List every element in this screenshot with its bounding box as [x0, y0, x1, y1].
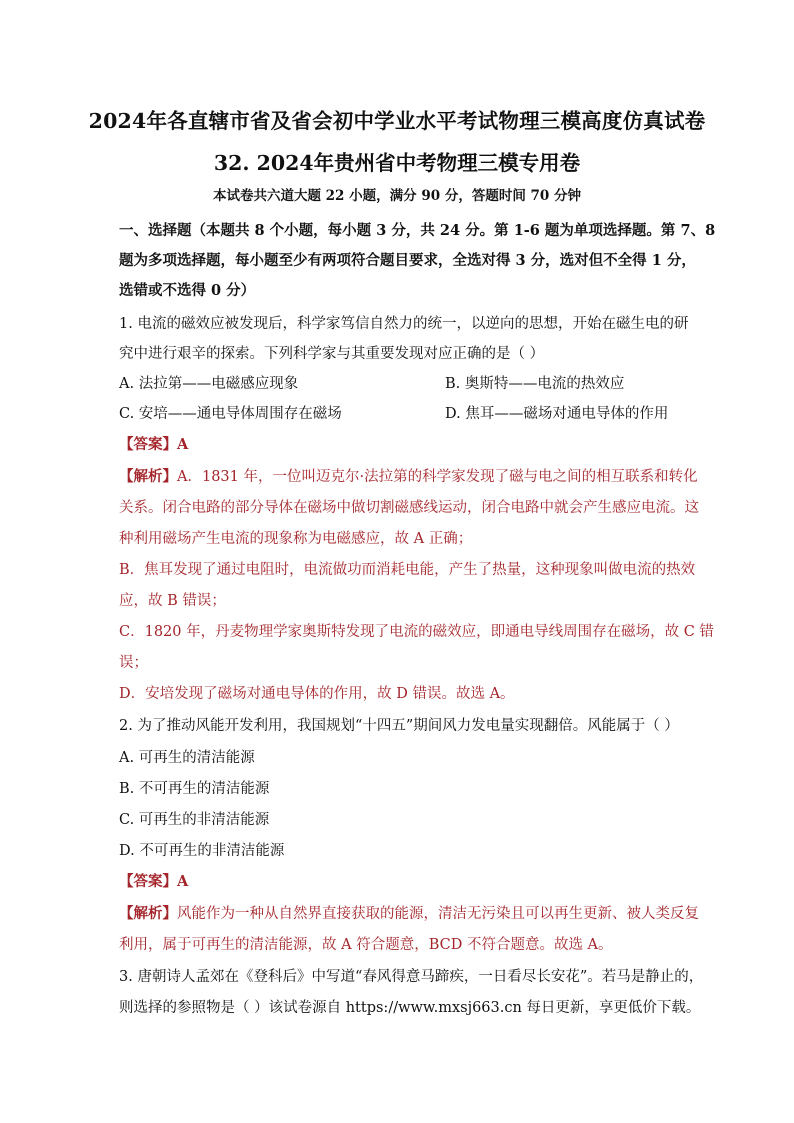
q1-analysis-line-8: D．安培发现了磁场对通电导体的作用，故 D 错误。故选 A。 [119, 686, 515, 702]
q2-option-a: A. 可再生的清洁能源 [119, 750, 255, 766]
q2-analysis-line-2: 利用，属于可再生的清洁能源，故 A 符合题意，BCD 不符合题意。故选 A。 [119, 937, 613, 953]
q1-analysis-line-2: 关系。闭合电路的部分导体在磁场中做切割磁感线运动，闭合电路中就会产生感应电流。这 [119, 500, 699, 516]
q1-option-b: B. 奥斯特——电流的热效应 [445, 376, 625, 392]
q1-analysis-line-3: 种利用磁场产生电流的现象称为电磁感应，故 A 正确； [119, 531, 473, 547]
section-heading-line-3: 选错或不选得 0 分） [119, 282, 256, 299]
exam-paper-title: 32. 2024年贵州省中考物理三模专用卷 [213, 151, 581, 175]
section-heading-line-1: 一、选择题（本题共 8 个小题，每小题 3 分，共 24 分。第 1-6 题为单项选择题。第 7、8 [119, 222, 716, 239]
q2-analysis-tag: 【解析】 [119, 905, 177, 922]
q1-analysis-line-7: 误； [119, 655, 148, 671]
q1-option-d: D. 焦耳——磁场对通电导体的作用 [445, 406, 669, 422]
q2-answer-tag: 【答案】 [119, 873, 177, 890]
q2-option-b: B. 不可再生的清洁能源 [119, 781, 270, 797]
q1-analysis-text: A．1831 年，一位叫迈克尔·法拉第的科学家发现了磁与电之间的相互联系和转化 [177, 469, 698, 485]
q2-answer [119, 872, 188, 892]
q2-analysis-text: 风能作为一种从自然界直接获取的能源，清洁无污染且可以再生更新、被人类反复 [177, 906, 699, 922]
q3-stem-line-1: 3. 唐朝诗人孟郊在《登科后》中写道“春风得意马蹄疾，一日看尽长安花”。若马是静止的， [119, 969, 704, 985]
q1-answer [119, 435, 188, 455]
q1-stem-line-1: 1. 电流的磁效应被发现后，科学家笃信自然力的统一，以逆向的思想，开始在磁生电的研 [119, 316, 689, 332]
q1-option-c: C. 安培——通电导体周围存在磁场 [119, 406, 342, 422]
q1-analysis-line-6: C．1820 年，丹麦物理学家奥斯特发现了电流的磁效应，即通电导线周围存在磁场，故 C 错 [119, 624, 714, 640]
q2-answer-value: A [177, 873, 189, 890]
q2-stem: 2. 为了推动风能开发利用，我国规划“十四五”期间风力发电量实现翻倍。风能属于（ ） [119, 718, 679, 734]
q1-answer-tag: 【答案】 [119, 436, 177, 453]
exam-series-title: 2024年各直辖市省及省会初中学业水平考试物理三模高度仿真试卷 [88, 109, 706, 133]
q1-analysis-line-5: 应，故 B 错误； [119, 593, 226, 609]
q2-option-d: D. 不可再生的非清洁能源 [119, 843, 285, 859]
q1-stem-line-2: 究中进行艰辛的探索。下列科学家与其重要发现对应正确的是（ ） [119, 346, 545, 362]
q1-analysis-tag: 【解析】 [119, 468, 177, 485]
q2-analysis-line-1 [119, 904, 699, 924]
q1-analysis-line-4: B．焦耳发现了通过电阻时，电流做功而消耗电能，产生了热量，这种现象叫做电流的热效 [119, 562, 696, 578]
q1-option-a: A. 法拉第——电磁感应现象 [119, 376, 299, 392]
exam-info: 本试卷共六道大题 22 小题，满分 90 分，答题时间 70 分钟 [212, 188, 582, 204]
section-heading-line-2: 题为多项选择题，每小题至少有两项符合题目要求，全选对得 3 分，选对但不全得 1 分， [119, 252, 696, 269]
q2-option-c: C. 可再生的非清洁能源 [119, 812, 270, 828]
q1-analysis-line-1 [119, 467, 698, 487]
q3-stem-line-2: 则选择的参照物是（ ）该试卷源自 https://www.mxsj663.cn 每日更新，享更低价下载。 [119, 1000, 701, 1016]
q1-answer-value: A [177, 436, 189, 453]
